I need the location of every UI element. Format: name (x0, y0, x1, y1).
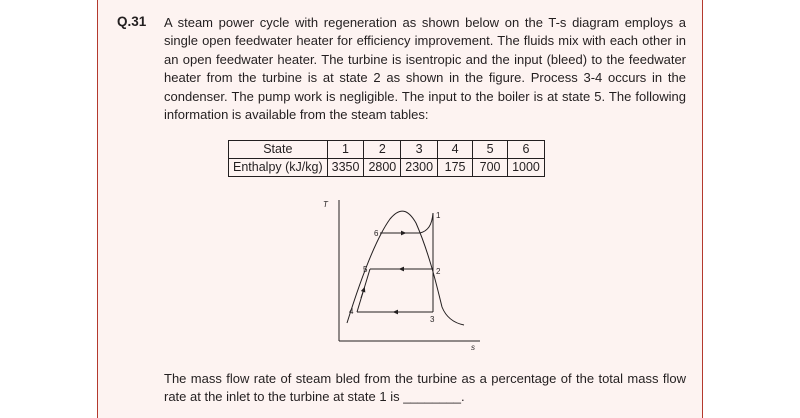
table-cell-state-2: 2 (364, 141, 401, 159)
table-row-enthalpy (229, 159, 545, 177)
t-axis-label: T (323, 200, 328, 209)
table-cell-enthalpy-4: 175 (438, 159, 473, 177)
s-axis-label: s (471, 343, 475, 352)
state-label-2: 2 (436, 267, 441, 276)
question-closing-text: The mass flow rate of steam bled from the turbine as a percentage of the total mass flow rate at the inlet to the turbine at state 1 is ________. (164, 371, 686, 405)
ts-diagram (312, 195, 492, 355)
question-text: A steam power cycle with regeneration as shown below on the T-s diagram employs a single open feedwater heater for efficiency improvement. The fluids mix with each other in an open feedwater heater. The turbine is isentropic and the input (bleed) to the feedwater heater from the turbine is at state 2 as shown in the figure. Process 3-4 occurs in the condenser. The pump work is negligible. The input to the boiler is at state 5. The following information is available from the steam tables: (164, 15, 686, 123)
table-row-state (229, 141, 545, 159)
table-cell-enthalpy-5: 700 (473, 159, 508, 177)
table-cell-enthalpy-3: 2300 (401, 159, 438, 177)
table-cell-enthalpy-1: 3350 (327, 159, 364, 177)
state-label-6: 6 (374, 229, 379, 238)
state-label-4: 4 (349, 307, 354, 316)
table-cell-state-1: 1 (327, 141, 364, 159)
table-cell-enthalpy-2: 2800 (364, 159, 401, 177)
state-label-1: 1 (436, 211, 441, 220)
state-label-5: 5 (363, 265, 368, 274)
table-cell-state-3: 3 (401, 141, 438, 159)
state-label-3: 3 (430, 315, 435, 324)
table-cell-state-6: 6 (508, 141, 545, 159)
table-cell-enthalpy-6: 1000 (508, 159, 545, 177)
question-number: Q.31 (117, 14, 147, 29)
steam-table (228, 140, 545, 177)
table-cell-state-4: 4 (438, 141, 473, 159)
superheat-line-6-1 (380, 213, 433, 233)
arrow-4-5 (361, 289, 364, 298)
table-header-enthalpy: Enthalpy (kJ/kg) (229, 159, 328, 177)
table-cell-state-5: 5 (473, 141, 508, 159)
table-header-state: State (229, 141, 328, 159)
